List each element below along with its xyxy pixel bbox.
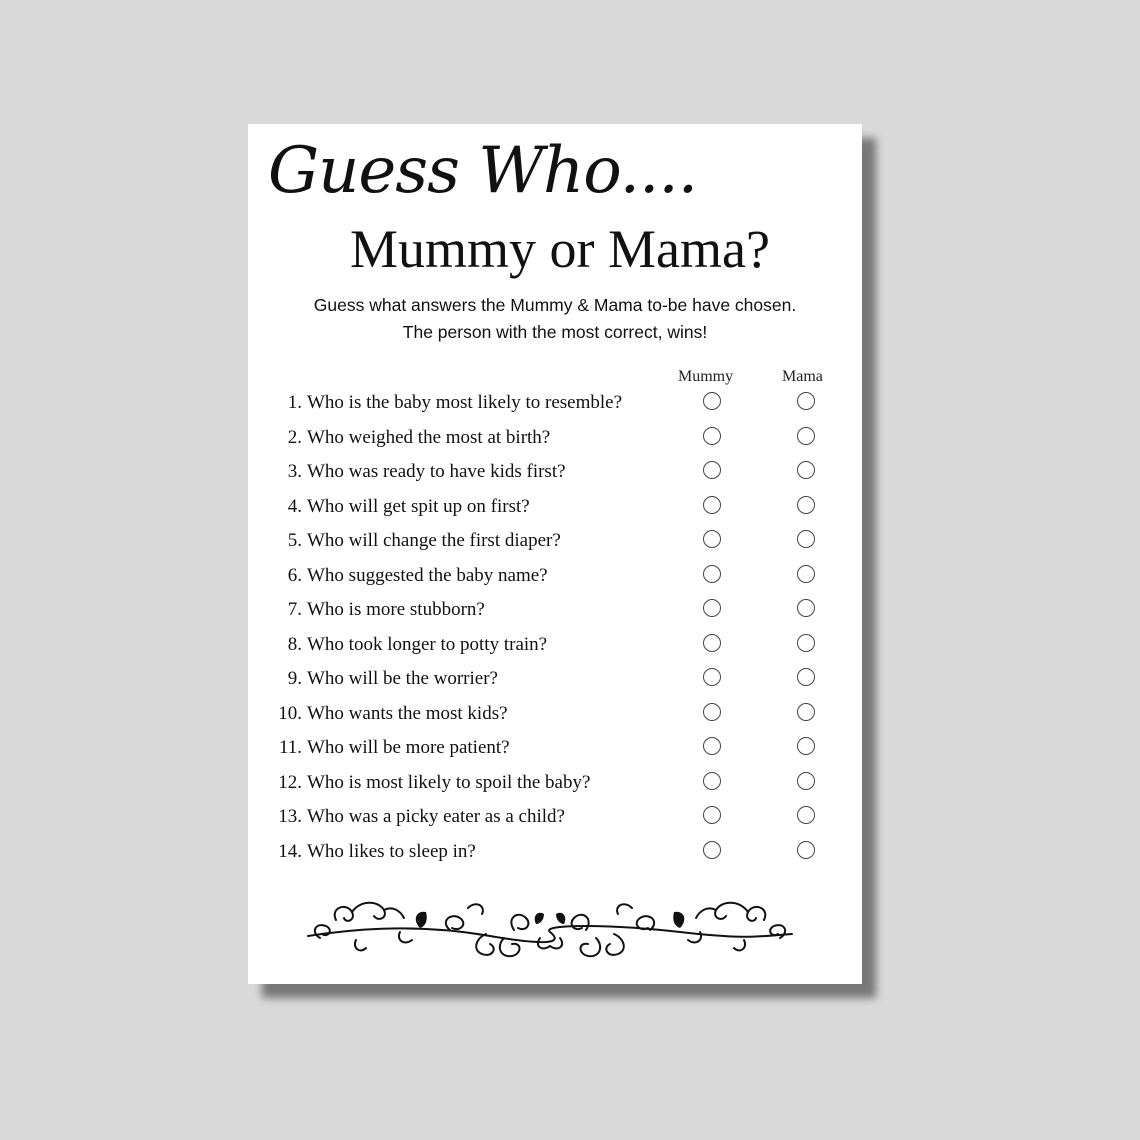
flourish-divider-icon bbox=[300, 888, 800, 968]
mummy-radio[interactable] bbox=[703, 565, 721, 583]
mama-radio[interactable] bbox=[797, 392, 815, 410]
mama-radio[interactable] bbox=[797, 634, 815, 652]
instructions-line-2: The person with the most correct, wins! bbox=[402, 322, 708, 342]
mummy-radio[interactable] bbox=[703, 427, 721, 445]
instructions-line-1: Guess what answers the Mummy & Mama to-be have chosen. bbox=[313, 295, 797, 315]
mama-radio[interactable] bbox=[797, 668, 815, 686]
question-row bbox=[248, 664, 862, 699]
mummy-radio[interactable] bbox=[703, 841, 721, 859]
question-text: Who was ready to have kids first? bbox=[307, 461, 566, 482]
mummy-radio[interactable] bbox=[703, 737, 721, 755]
question-list bbox=[248, 388, 862, 871]
column-header-mummy: Mummy bbox=[678, 368, 734, 385]
question-number: 3. bbox=[287, 461, 302, 482]
question-row bbox=[248, 733, 862, 768]
mummy-radio[interactable] bbox=[703, 392, 721, 410]
mama-radio[interactable] bbox=[797, 841, 815, 859]
column-header-mama: Mama bbox=[782, 368, 823, 385]
mummy-radio[interactable] bbox=[703, 634, 721, 652]
mummy-radio[interactable] bbox=[703, 703, 721, 721]
mummy-radio[interactable] bbox=[703, 772, 721, 790]
question-number: 8. bbox=[287, 633, 302, 655]
question-row bbox=[248, 423, 862, 458]
question-number: 11. bbox=[278, 737, 302, 758]
question-row bbox=[248, 457, 862, 492]
question-row bbox=[248, 561, 862, 596]
mama-radio[interactable] bbox=[797, 772, 815, 790]
game-card bbox=[248, 124, 862, 984]
question-number: 10. bbox=[278, 702, 302, 724]
script-title: Guess Who.... bbox=[268, 134, 698, 208]
question-text: Who weighed the most at birth? bbox=[307, 426, 551, 448]
question-text: Who will be more patient? bbox=[307, 737, 510, 758]
instructions bbox=[248, 292, 862, 346]
main-title: Mummy or Mama? bbox=[350, 219, 770, 279]
mama-radio[interactable] bbox=[797, 565, 815, 583]
question-row bbox=[248, 802, 862, 837]
question-text: Who is the baby most likely to resemble? bbox=[307, 392, 623, 413]
question-row bbox=[248, 768, 862, 803]
question-row bbox=[248, 388, 862, 423]
question-number: 12. bbox=[278, 771, 302, 793]
question-row bbox=[248, 526, 862, 561]
question-row bbox=[248, 595, 862, 630]
question-text: Who is more stubborn? bbox=[307, 599, 485, 620]
mama-radio[interactable] bbox=[797, 703, 815, 721]
question-text: Who will get spit up on first? bbox=[307, 495, 530, 517]
question-row bbox=[248, 492, 862, 527]
question-number: 2. bbox=[287, 426, 302, 448]
mama-radio[interactable] bbox=[797, 530, 815, 548]
mummy-radio[interactable] bbox=[703, 496, 721, 514]
question-text: Who was a picky eater as a child? bbox=[307, 806, 565, 827]
question-text: Who wants the most kids? bbox=[307, 702, 508, 724]
question-number: 6. bbox=[287, 564, 302, 586]
mama-radio[interactable] bbox=[797, 737, 815, 755]
mama-radio[interactable] bbox=[797, 427, 815, 445]
mama-radio[interactable] bbox=[797, 496, 815, 514]
mama-radio[interactable] bbox=[797, 806, 815, 824]
mama-radio[interactable] bbox=[797, 461, 815, 479]
question-number: 13. bbox=[278, 806, 302, 827]
mummy-radio[interactable] bbox=[703, 599, 721, 617]
question-row bbox=[248, 837, 862, 872]
mummy-radio[interactable] bbox=[703, 668, 721, 686]
question-text: Who is most likely to spoil the baby? bbox=[307, 771, 591, 793]
mummy-radio[interactable] bbox=[703, 461, 721, 479]
question-text: Who suggested the baby name? bbox=[307, 564, 548, 586]
question-row bbox=[248, 699, 862, 734]
question-number: 7. bbox=[287, 599, 302, 620]
question-text: Who took longer to potty train? bbox=[307, 633, 548, 655]
question-number: 5. bbox=[287, 530, 302, 551]
mummy-radio[interactable] bbox=[703, 530, 721, 548]
question-text: Who likes to sleep in? bbox=[307, 840, 476, 862]
question-number: 9. bbox=[287, 668, 302, 689]
question-text: Who will be the worrier? bbox=[307, 668, 498, 689]
question-number: 1. bbox=[287, 392, 302, 413]
question-row bbox=[248, 630, 862, 665]
mama-radio[interactable] bbox=[797, 599, 815, 617]
mummy-radio[interactable] bbox=[703, 806, 721, 824]
question-text: Who will change the first diaper? bbox=[307, 530, 561, 551]
question-number: 4. bbox=[287, 495, 302, 517]
question-number: 14. bbox=[278, 840, 302, 862]
